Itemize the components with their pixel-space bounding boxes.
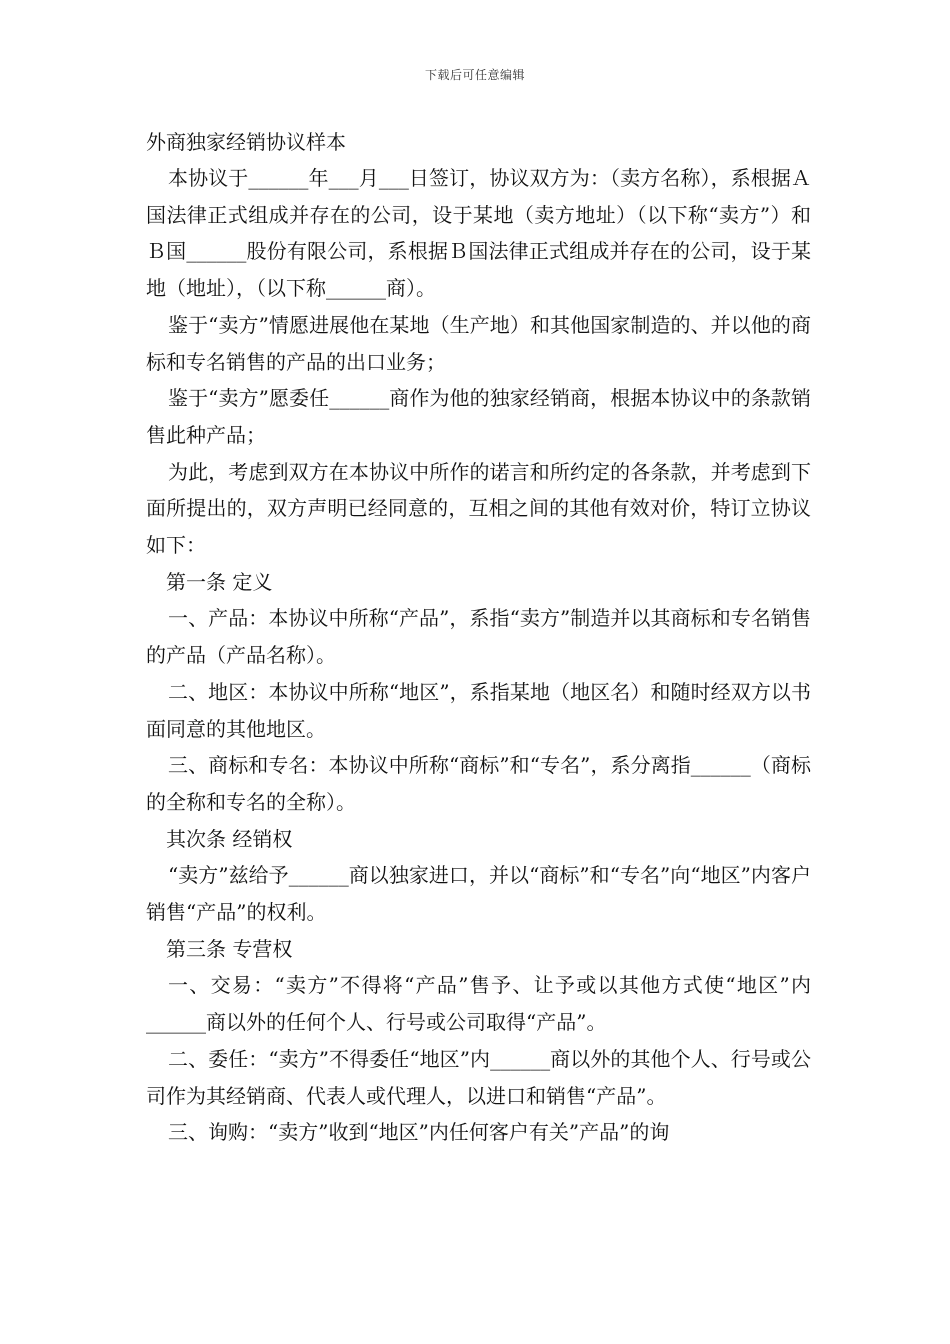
consideration-paragraph: 为此，考虑到双方在本协议中所作的诺言和所约定的各条款，并考虑到下面所提出的，双方声明已经同意的，互相之间的其他有效对价，特订立协议如下： xyxy=(146,459,811,558)
recital-paragraph: 鉴于“卖方”情愿进展他在某地（生产地）和其他国家制造的、并以他的商标和专名销售的产品的出口业务； xyxy=(146,312,811,374)
document-body xyxy=(146,124,811,1151)
preamble-paragraph: 本协议于______年___月___日签订，协议双方为：（卖方名称），系根据Ａ国法律正式组成并存在的公司，设于某地（卖方地址）（以下称“卖方”）和Ｂ国______股份有限公司，系根据Ｂ国法律正式组成并存在的公司，设于某地（地址），（以下称______商）。 xyxy=(146,166,811,301)
recital-paragraph: 鉴于“卖方”愿委任______商作为他的独家经销商，根据本协议中的条款销售此种产品； xyxy=(146,386,811,447)
clause-paragraph: 三、询购：“卖方”收到“地区”内任何客户有关”产品”的询 xyxy=(168,1120,670,1145)
clause-paragraph: 一、产品：本协议中所称“产品”，系指“卖方”制造并以其商标和专名销售的产品（产品名称）。 xyxy=(146,606,811,668)
clause-paragraph: “卖方”兹给予______商以独家进口，并以“商标”和“专名”向“地区”内客户销售“产品”的权利。 xyxy=(146,863,811,925)
article-heading: 第三条 专营权 xyxy=(166,936,293,961)
clause-paragraph: 二、地区：本协议中所称“地区”，系指某地（地区名）和随时经双方以书面同意的其他地区。 xyxy=(146,679,811,741)
article-heading: 其次条 经销权 xyxy=(166,826,293,851)
clause-paragraph: 三、商标和专名：本协议中所称“商标”和“专名”，系分离指______（商标的全称和专名的全称）。 xyxy=(146,753,811,814)
clause-paragraph: 二、委任：“卖方”不得委任“地区”内______商以外的其他个人、行号或公司作为其经销商、代表人或代理人，以进口和销售“产品”。 xyxy=(146,1046,811,1108)
article-heading: 第一条 定义 xyxy=(166,569,273,594)
document-title: 外商独家经销协议样本 xyxy=(146,130,346,154)
header-note: 下载后可任意编辑 xyxy=(424,68,525,82)
clause-paragraph: 一、交易：“卖方”不得将“产品”售予、让予或以其他方式使“地区”内______商以外的任何个人、行号或公司取得“产品”。 xyxy=(146,973,811,1035)
